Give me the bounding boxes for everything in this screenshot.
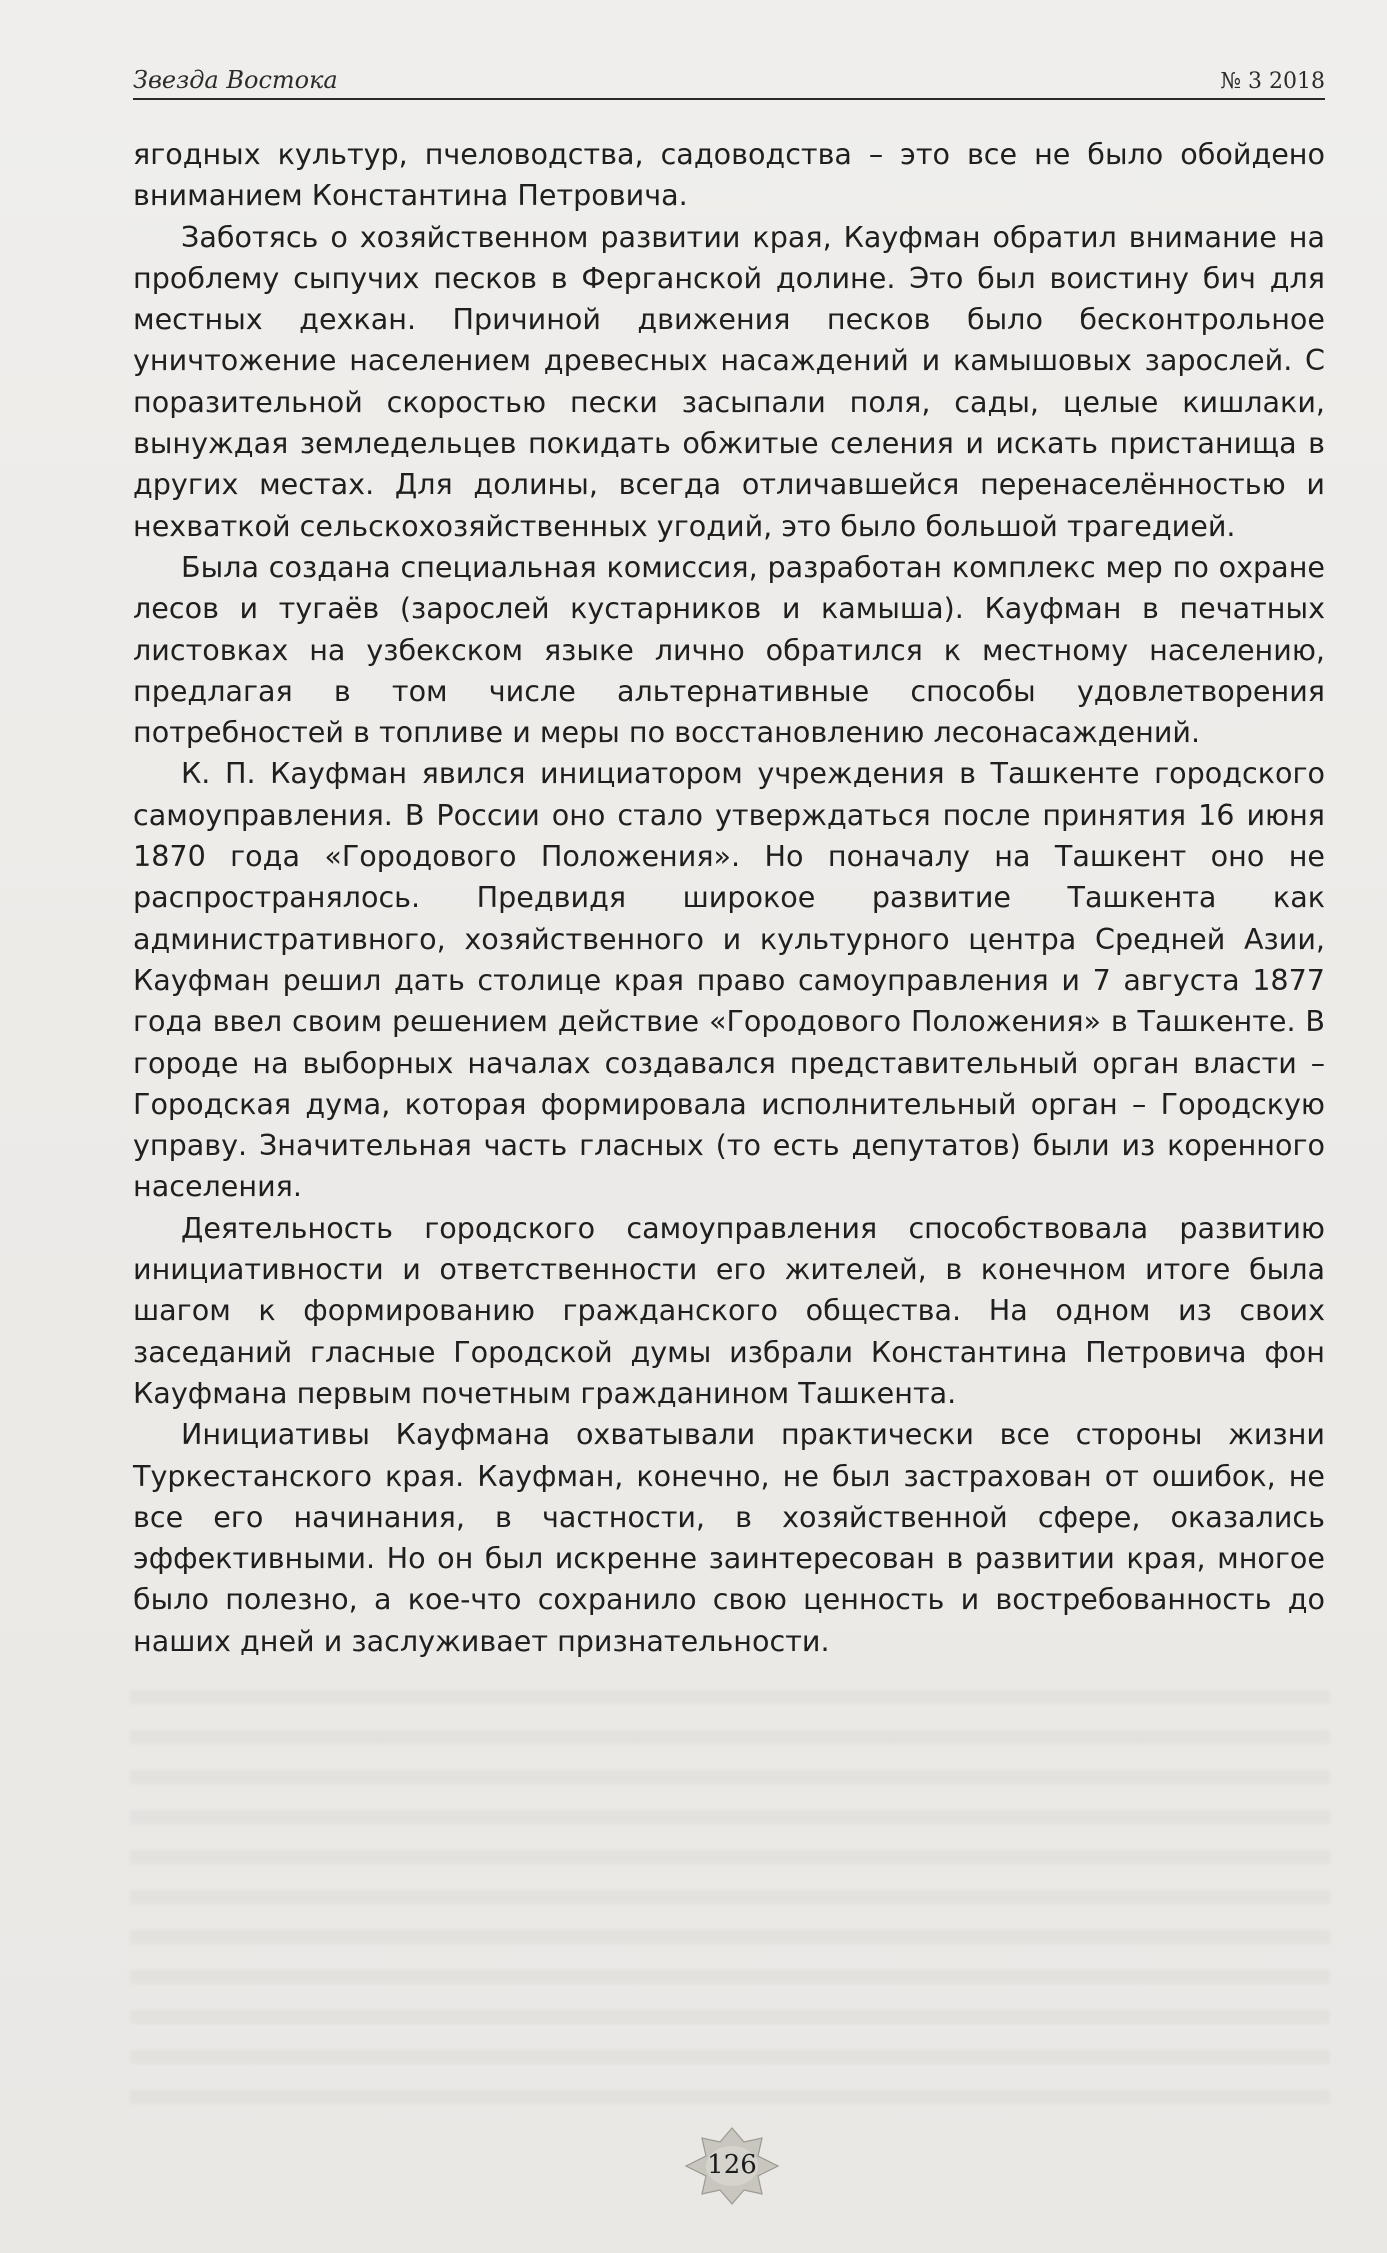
paragraph: Была создана специальная комиссия, разработан комплекс мер по охране лесов и тугаёв (зарослей кустарников и камыша). Кауфман в печатных листовках на узбекском языке лично обратился к местному населению, предлагая в том числе альтернативные способы удовлетворения потребностей в топливе и меры по восстановлению лесонасаждений. <box>133 549 1325 750</box>
paragraph: Заботясь о хозяйственном развитии края, Кауфман обратил внимание на проблему сыпучих песков в Ферганской долине. Это был воистину бич для местных дехкан. Причиной движения песков было бесконтрольное уничтожение населением древесных насаждений и камышовых зарослей. С поразительной скоростью пески засыпали поля, сады, целые кишлаки, вынуждая земледельцев покидать обжитые селения и искать пристанища в других местах. Для долины, всегда отличавшейся перенаселённостью и нехваткой сельскохозяйственных угодий, это было большой трагедией. <box>133 219 1325 543</box>
paragraph: К. П. Кауфман явился инициатором учреждения в Ташкенте городского самоуправления. В России оно стало утверждаться после принятия 16 июня 1870 года «Городового Положения». Но поначалу на Ташкент оно не распространялось. Предвидя широкое развитие Ташкента как административного, хозяйственного и культурного центра Средней Азии, Кауфман решил дать столице края право самоуправления и 7 августа 1877 года ввел своим решением действие «Городового Положения» в Ташкенте. В городе на выборных началах создавался представительный орган власти – Городская дума, которая формировала исполнительный орган – Городскую управу. Значительная часть гласных (то есть депутатов) были из коренного населения. <box>133 756 1325 1204</box>
paragraph: Инициативы Кауфмана охватывали практически все стороны жизни Туркестанского края. Кауфман, конечно, не был застрахован от ошибок, не все его начинания, в частности, в хозяйственной сфере, оказались эффективными. Но он был искренне заинтересован в развитии края, многое было полезно, а кое-что сохранило свою ценность и востребованность до наших дней и заслуживает признательности. <box>133 1417 1325 1658</box>
paragraph: ягодных культур, пчеловодства, садоводства – это все не было обойдено вниманием Константина Петровича. <box>133 137 1325 213</box>
issue-number: № 3 2018 <box>1220 69 1325 94</box>
page-number: 126 <box>707 2150 757 2180</box>
paragraph: Деятельность городского самоуправления способствовала развитию инициативности и ответственности его жителей, в конечном итоге была шагом к формированию гражданского общества. На одном из своих заседаний гласные Городской думы избрали Константина Петровича фон Кауфмана первым почетным гражданином Ташкента. <box>133 1210 1325 1410</box>
page-number-badge <box>667 2126 797 2206</box>
body-text <box>133 134 1325 1662</box>
show-through-text <box>130 1690 1330 2130</box>
running-header <box>133 58 1325 100</box>
journal-title: Звезда Востока <box>133 66 338 94</box>
